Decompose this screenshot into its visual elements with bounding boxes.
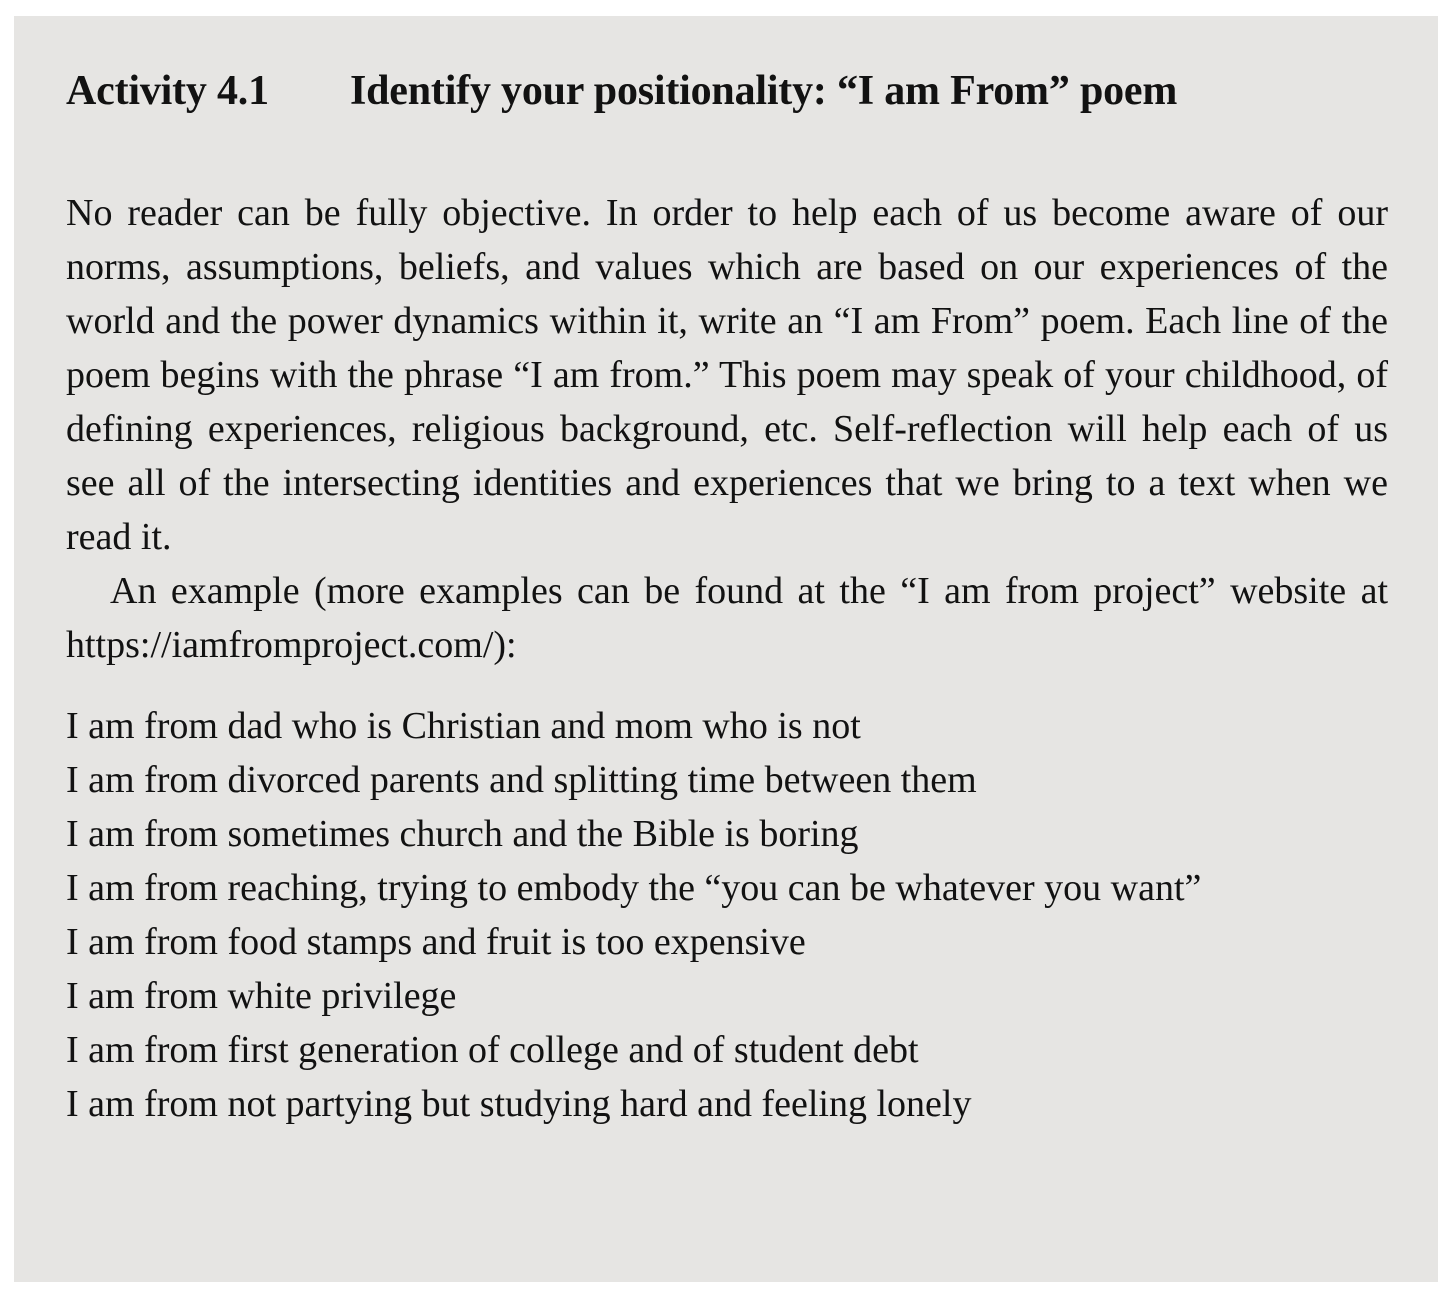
poem-line: I am from reaching, trying to embody the “you can be whatever you want”	[66, 867, 1202, 909]
activity-title: Identify your positionality: “I am From” poem	[350, 68, 1178, 114]
poem-line: I am from not partying but studying hard and feeling lonely	[66, 1083, 972, 1125]
poem-line: I am from food stamps and fruit is too expensive	[66, 921, 806, 963]
poem-line: I am from first generation of college and of student debt	[66, 1029, 919, 1071]
activity-box	[14, 16, 1438, 1282]
poem-line: I am from dad who is Christian and mom who is not	[66, 705, 861, 747]
activity-heading	[66, 66, 1177, 116]
example-poem	[66, 699, 1388, 1131]
activity-number: Activity 4.1	[66, 68, 269, 114]
poem-line: I am from sometimes church and the Bible is boring	[66, 813, 859, 855]
poem-line: I am from white privilege	[66, 975, 457, 1017]
instructions-paragraph: No reader can be fully objective. In order to help each of us become aware of our norms, assumptions, beliefs, and values which are based on our experiences of the world and the power dynamics within it, write an “I am From” poem. Each line of the poem begins with the phrase “I am from.” This poem may speak of your childhood, of defining experiences, religious background, etc. Self-reflection will help each of us see all of the intersecting identities and experiences that we bring to a text when we read it.	[66, 192, 1388, 558]
poem-line: I am from divorced parents and splitting time between them	[66, 759, 977, 801]
example-intro-paragraph: An example (more examples can be found at the “I am from project” website at https://iamfromproject.com/):	[66, 570, 1388, 666]
activity-content	[66, 186, 1388, 1131]
